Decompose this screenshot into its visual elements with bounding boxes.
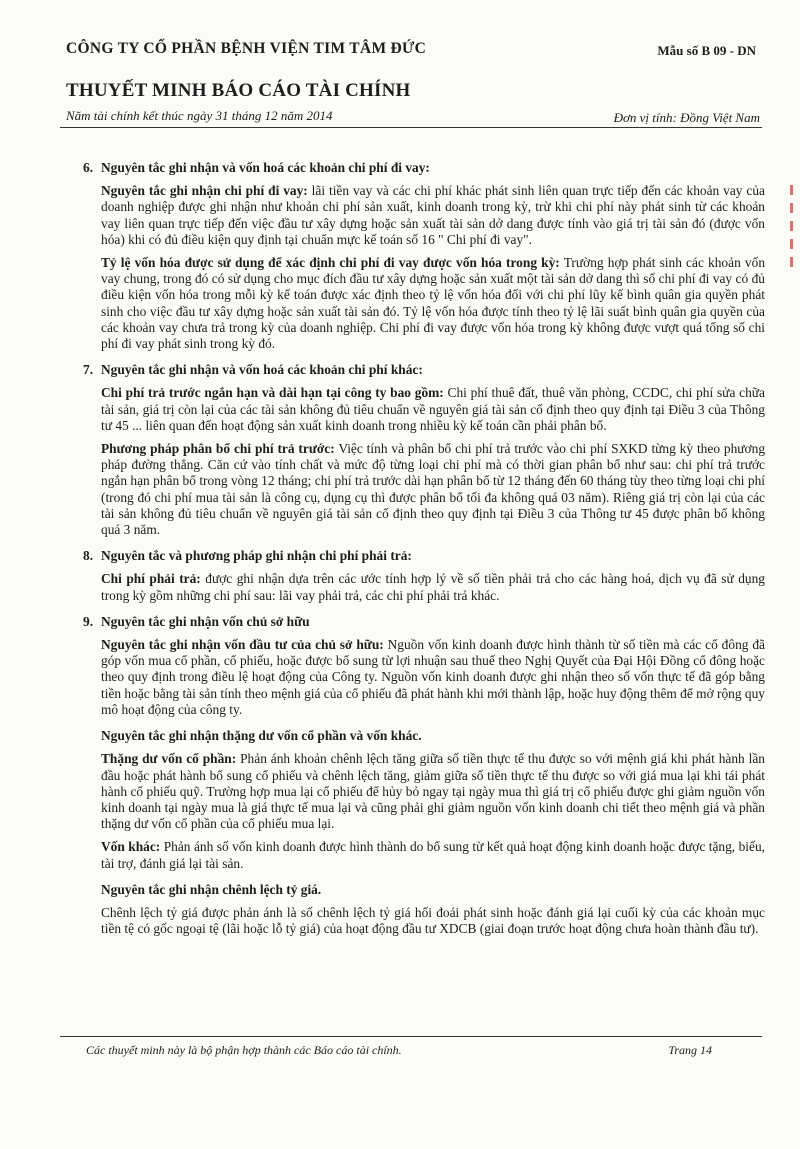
form-number: Mẫu số B 09 - DN — [657, 43, 756, 58]
section-6 — [83, 160, 765, 352]
header-divider — [60, 127, 762, 128]
notes-body — [83, 160, 765, 947]
section-title: 9. Nguyên tắc ghi nhận vốn chủ sở hữu — [83, 613, 310, 629]
section-title: 6. Nguyên tắc ghi nhận và vốn hoá các khoản chi phí đi vay: — [83, 160, 430, 175]
subsection-title: Nguyên tắc ghi nhận thặng dư vốn cổ phần và vốn khác. — [101, 728, 422, 744]
paragraph: Chi phí trả trước ngắn hạn và dài hạn tại công ty bao gồm: Chi phí thuê đất, thuê văn phòng, CCDC, chi phí sửa chữa tài sản, giá trị còn lại của các tài sản không đủ tiêu chuẩn về nguyên giá tài sản cố định theo quy định tại Điều 3 của Thông tư 45 ... liên quan đến hoạt động sản xuất kinh doanh trong nhiều kỳ kế toán cần phải phân bổ. — [101, 385, 765, 433]
company-name: CÔNG TY CỔ PHẦN BỆNH VIỆN TIM TÂM ĐỨC — [66, 40, 427, 57]
section-title: 7. Nguyên tắc ghi nhận và vốn hoá các khoản chi phí khác: — [83, 362, 423, 378]
section-8 — [83, 548, 765, 604]
paragraph: Nguyên tắc ghi nhận vốn đầu tư của chủ sở hữu: Nguồn vốn kinh doanh được hình thành từ số tiền mà các cổ đông đã góp vốn mua cổ phần, cổ phiếu, hoặc được bổ sung từ lợi nhuận sau thuế theo Nghị Quyết của Đại Hội Đồng cổ đông hoặc theo quy định trong điều lệ hoạt động của Công ty. Nguồn vốn kinh doanh được ghi nhận theo số vốn thực tế đã góp bằng tiền hoặc bằng tài sản tính theo mệnh giá của cổ phiếu đã phát hành khi mới thành lập, hoặc huy động thêm để mở rộng quy mô hoạt động của công ty. — [101, 637, 765, 717]
footer-divider — [60, 1036, 762, 1037]
paragraph: Thặng dư vốn cổ phần: Phản ánh khoản chênh lệch tăng giữa số tiền thực tế thu được so với mệnh giá khi phát hành lần đầu hoặc phát hành bổ sung cổ phiếu và chênh lệch tăng, giảm giữa số tiền thực tế thu được so với giá mua lại khi tái phát hành cổ phiếu quỹ. Trường hợp mua lại cổ phiếu để hủy bỏ ngay tại ngày mua thì giá trị cổ phiếu được ghi giảm nguồn vốn kinh doanh tại ngày mua là giá thực tế mua lại và cũng phải ghi giảm nguồn vốn kinh doanh chi tiết theo mệnh giá và phần thặng dư vốn cổ phần của cổ phiếu mua lại. — [101, 751, 765, 832]
currency-unit: Đơn vị tính: Đồng Việt Nam — [613, 110, 760, 125]
paragraph: Chênh lệch tỷ giá được phản ánh là số chênh lệch tỷ giá hối đoái phát sinh hoặc đánh giá lại cuối kỳ của các khoản mục tiền tệ có gốc ngoại tệ (lãi hoặc lỗ tỷ giá) của hoạt động đầu tư XDCB (giai đoạn trước hoạt động chưa hoàn thành đầu tư). — [101, 904, 765, 937]
paragraph: Phương pháp phân bổ chi phí trả trước: Việc tính và phân bổ chi phí trả trước vào chi phí SXKD từng kỳ theo phương pháp đường thẳng. Căn cứ vào tính chất và mức độ từng loại chi phí mà có thời gian phân bổ như sau: chi phí trả trước ngắn hạn phân bổ trong vòng 12 tháng; chi phí trả trước dài hạn phân bổ từ 12 tháng đến 60 tháng tùy theo từng loại chi phí (trong đó chi phí mua tài sản là công cụ, dụng cụ thì được phân bổ tối đa không quá 03 năm). Riêng giá trị còn lại của các tài sản không đủ tiêu chuẩn về nguyên giá tài sản cố định theo quy định tại Điều 3 của Thông tư 45 được phân bổ không quá 3 năm. — [101, 441, 766, 538]
page-number: Trang 14 — [668, 1043, 712, 1057]
section-7 — [83, 362, 765, 538]
paragraph: Chi phí phải trả: được ghi nhận dựa trên các ước tính hợp lý về số tiền phải trả cho các hàng hoá, dịch vụ đã sử dụng trong kỳ gồm những chi phí sau: lãi vay phải trả, các chi phí phải trả khác. — [101, 571, 765, 603]
document-title: THUYẾT MINH BÁO CÁO TÀI CHÍNH — [66, 80, 411, 101]
paragraph: Nguyên tắc ghi nhận chi phí đi vay: lãi tiền vay và các chi phí khác phát sinh liên quan trực tiếp đến các khoản vay của doanh nghiệp được ghi nhận như khoản chi phí sản xuất, kinh doanh trong kỳ, trừ khi chi phí này phát sinh từ các khoản vay liên quan trực tiếp đến việc đầu tư xây dựng hoặc sản xuất tài sản dở dang được tính vào giá trị tài sản đó (được vốn hóa) khi có đủ điều kiện quy định tại chuẩn mực kế toán số 16 " Chi phí đi vay". — [101, 183, 765, 247]
paragraph: Vốn khác: Phản ánh số vốn kinh doanh được hình thành do bổ sung từ kết quả hoạt động kinh doanh hoặc được tặng, biếu, tài trợ, đánh giá lại tài sản. — [101, 839, 766, 871]
subsection-title: Nguyên tắc ghi nhận chênh lệch tỷ giá. — [101, 881, 322, 897]
fiscal-period: Năm tài chính kết thúc ngày 31 tháng 12 năm 2014 — [66, 108, 333, 123]
footer-note: Các thuyết minh này là bộ phận hợp thành các Báo cáo tài chính. — [86, 1043, 402, 1057]
section-9 — [83, 614, 765, 937]
section-title: 8. Nguyên tắc và phương pháp ghi nhận chi phí phải trả: — [83, 548, 412, 564]
paragraph: Tỷ lệ vốn hóa được sử dụng để xác định chi phí đi vay được vốn hóa trong kỳ: Trường hợp phát sinh các khoản vốn vay chung, trong đó có sử dụng cho mục đích đầu tư xây dựng hoặc sản xuất một tài sản dở dang thì số chi phí đi vay có đủ điều kiện vốn hóa trong mỗi kỳ kế toán được xác định theo tỷ lệ vốn hóa đối với chi phí lũy kế bình quân gia quyền phát sinh cho việc đầu tư xây dựng hoặc sản xuất tài sản đó. Tỷ lệ vốn hóa được tính theo tỷ lệ lãi suất bình quân gia quyền của các khoản vay chưa trả trong kỳ của doanh nghiệp. Chi phí đi vay được vốn hóa trong kỳ không được vượt quá tổng số chi phí đi vay phát sinh trong kỳ đó. — [101, 255, 766, 352]
edge-scan-marks — [790, 185, 796, 325]
